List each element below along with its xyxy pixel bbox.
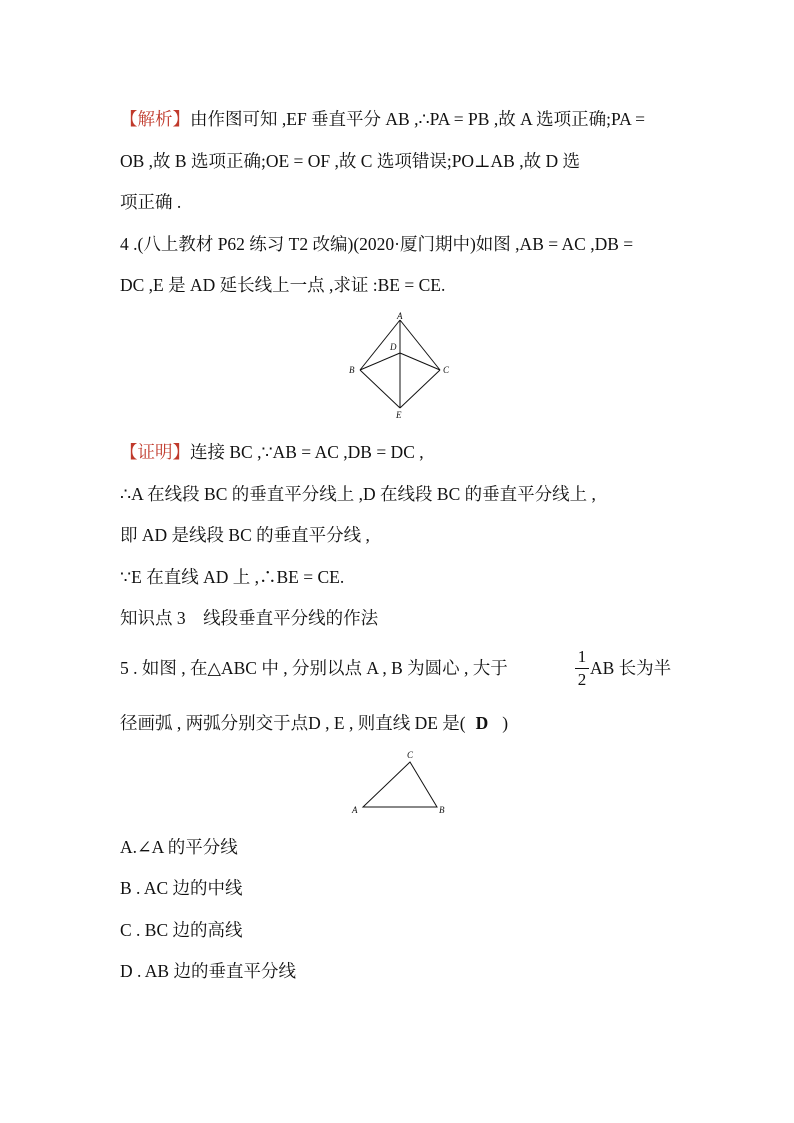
fraction-bar [575, 668, 589, 669]
proof-line-1 [120, 440, 680, 464]
segment-bd [360, 353, 400, 370]
section-heading: 知识点 3 线段垂直平分线的作法 [120, 608, 379, 628]
question5-line-2 [120, 711, 680, 735]
kite-figure [345, 310, 455, 422]
segment-ac [400, 320, 440, 370]
label-c: C [407, 750, 414, 760]
option-a: A.∠A 的平分线 [120, 837, 238, 857]
segment-ce [400, 370, 440, 408]
fraction-one-half [575, 647, 589, 690]
label-a: A [397, 311, 403, 321]
question5-answer: D [475, 713, 489, 733]
solution-line-2: OB ,故 B 选项正确;OE = OF ,故 C 选项错误;PO⊥AB ,故 D 选 [120, 151, 580, 171]
option-b: B . AC 边的中线 [120, 878, 243, 898]
solution-text-1: 由作图可知 ,EF 垂直平分 AB ,∴PA = PB ,故 A 选项正确;PA = [190, 109, 646, 129]
fraction-numerator: 1 [577, 647, 587, 666]
option-c: C . BC 边的高线 [120, 920, 243, 940]
triangle-abc [363, 762, 437, 807]
question4-line-2: DC ,E 是 AD 延长线上一点 ,求证 :BE = CE. [120, 275, 446, 295]
question5-line-1-post: AB 长为半 [590, 658, 672, 678]
proof-tag: 【证明】 [120, 442, 190, 462]
proof-line-2: ∴A 在线段 BC 的垂直平分线上 ,D 在线段 BC 的垂直平分线上 , [120, 484, 596, 504]
label-a: A [352, 805, 358, 815]
proof-text-1: 连接 BC ,∵AB = AC ,DB = DC , [190, 442, 424, 462]
option-d: D . AB 边的垂直平分线 [120, 961, 296, 981]
label-d: D [390, 342, 397, 352]
question4-line-1: 4 .(八上教材 P62 练习 T2 改编)(2020·厦门期中)如图 ,AB = AC ,DB = [120, 234, 634, 254]
question5-line-2-pre: 径画弧 , 两弧分别交于点D , E , 则直线 DE 是( [120, 713, 466, 733]
proof-line-4: ∵E 在直线 AD 上 ,∴BE = CE. [120, 567, 345, 587]
label-c: C [443, 365, 450, 375]
label-e: E [396, 410, 402, 420]
segment-cd [400, 353, 440, 370]
label-b: B [349, 365, 355, 375]
solution-line-3: 项正确 . [120, 192, 182, 212]
label-b: B [439, 805, 445, 815]
solution-tag: 【解析】 [120, 109, 190, 129]
triangle-figure [345, 745, 455, 817]
fraction-denominator: 2 [577, 670, 587, 689]
question5-line-2-post: ) [502, 713, 509, 733]
solution-line-1 [120, 107, 680, 131]
segment-be [360, 370, 400, 408]
proof-line-3: 即 AD 是线段 BC 的垂直平分线 , [120, 525, 370, 545]
question5-line-1-pre: 5 . 如图 , 在△ABC 中 , 分别以点 A , B 为圆心 , 大于 [120, 658, 508, 678]
